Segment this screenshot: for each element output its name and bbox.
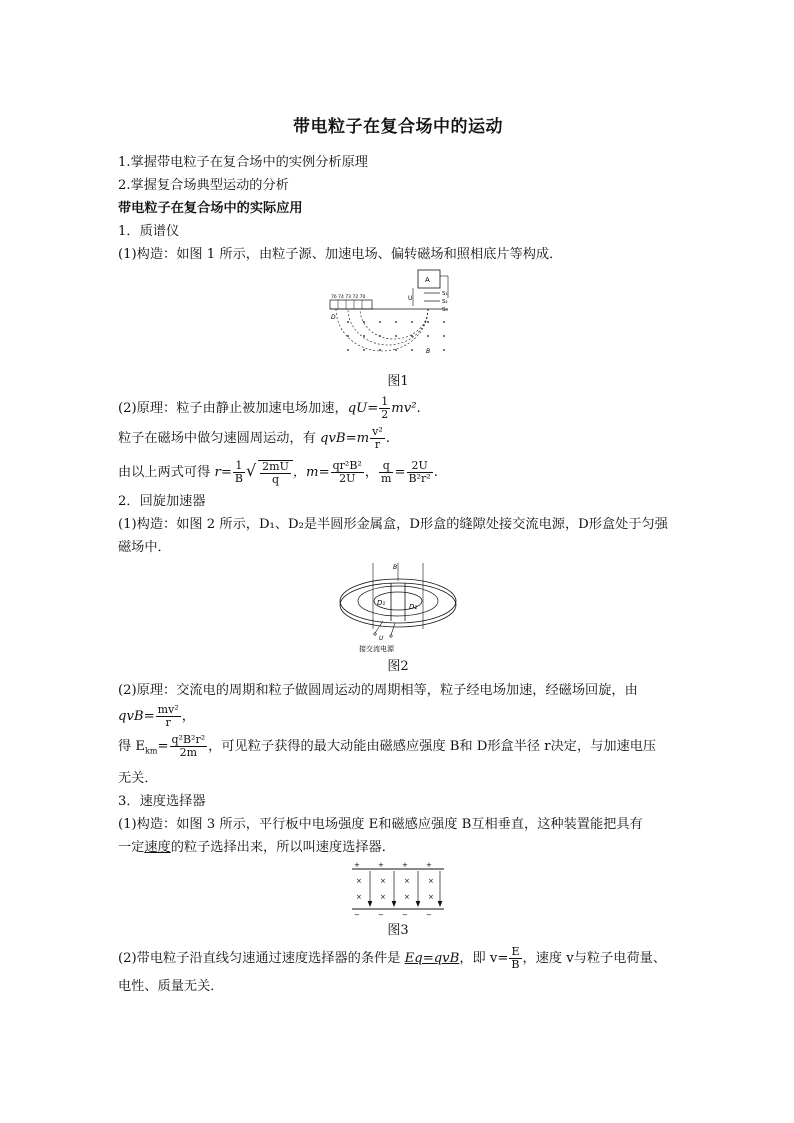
s3-cond-den: B <box>511 957 520 971</box>
s3-cond-pre: (2)带电粒子沿直线匀速通过速度选择器的条件是 <box>118 950 405 966</box>
s1-line3: 由以上两式可得 r= $\frac{1}{B}$ √ $\frac{2mU}{q}$ ，m= $\frac{\text{qr²B²}}{2U}$ ， $\frac{q}{m}$ = $\frac{2U}{\text{B²r²}}$ . <box>118 459 438 486</box>
s3-cond-mid: ，即 v= <box>459 950 509 966</box>
s1-construct: (1)构造：如图 1 所示，由粒子源、加速电场、偏转磁场和照相底片等构成． <box>118 247 563 262</box>
s1-eq3-den: B <box>234 472 243 485</box>
s2-eq2-end: 无关． <box>118 770 158 786</box>
s1-eq1-num: 1 <box>381 395 389 408</box>
s2-eq2-tail: ，可见粒子获得的最大动能由磁感应强度 B和 D形盒半径 r决定，与加速电压 <box>208 739 657 754</box>
s1-eq2-tail: . <box>385 431 390 446</box>
fig3-cross-marks <box>356 877 434 901</box>
s1-eq3-qr-num: 2U <box>407 460 433 473</box>
s2-eq2-den: 2m <box>179 746 198 759</box>
fig1-label-s1: S₁ <box>442 291 448 297</box>
s2-eq1-den: r <box>165 716 171 729</box>
fig3-cross: × <box>380 892 386 901</box>
s1-eq3-frac1 <box>233 460 245 485</box>
fig3-cross: × <box>356 892 362 901</box>
fig3-minus: − <box>378 910 384 917</box>
fig3-plus: + <box>378 860 384 869</box>
fig1-label-s2: S₂ <box>442 299 448 305</box>
fig3-plus-signs <box>354 861 432 869</box>
figure-1-svg <box>328 268 468 368</box>
s3-construct-b-underlined: 速度 <box>144 839 171 855</box>
s2-eq2-line <box>118 732 678 767</box>
document-page <box>118 112 678 998</box>
fig1-label-d: D <box>331 314 336 321</box>
fig2-label-b: B <box>393 564 398 571</box>
s3-condition <box>118 943 678 975</box>
s1-eq1-frac <box>379 396 390 421</box>
s2-eq1-line <box>118 702 678 732</box>
fig3-cross: × <box>404 876 410 885</box>
s1-eq3-q-den: m <box>381 472 392 485</box>
s1-eq3-end: . <box>433 465 438 480</box>
s1-eq3-m-den: 2U <box>339 472 356 485</box>
fig3-cross: × <box>428 876 434 885</box>
fig2-label-d2: D₂ <box>409 603 418 611</box>
fig3-cross: × <box>356 876 362 885</box>
fig2-label-d1: D₁ <box>377 599 386 607</box>
s1-eq1: qU= <box>347 401 379 416</box>
s2-eq2-frac <box>170 734 208 759</box>
s1-eq3-sep: ， <box>364 465 379 480</box>
s1-eq3-sqrt-den: q <box>272 472 280 486</box>
s1-eq2-den: r <box>374 438 381 451</box>
goal-1: 1.掌握带电粒子在复合场中的实例分析原理 <box>118 155 368 170</box>
fig3-plus: + <box>402 860 408 869</box>
fig3-minus: − <box>354 910 360 917</box>
fig1-label-s3: S₃ <box>442 307 448 313</box>
s1-heading: 1．质谱仪 <box>118 224 180 239</box>
s3-cond-num: E <box>509 946 521 959</box>
section-heading: 带电粒子在复合场中的实际应用 <box>118 201 303 216</box>
s3-cond-tail: ，速度 v与粒子电荷量、 <box>522 950 667 966</box>
s2-eq1: qvB= <box>118 709 155 724</box>
fig3-plus: + <box>354 860 360 869</box>
s3-cond-frac <box>509 946 521 971</box>
figure-3-velocity-selector <box>118 861 678 921</box>
goal-2: 2.掌握复合场典型运动的分析 <box>118 178 289 193</box>
s2-eq2-sub: km <box>145 746 158 756</box>
s2-eq2-eq: = <box>157 739 169 754</box>
s2-principle: (2)原理：交流电的周期和粒子做圆周运动的周期相等，粒子经电场加速，经磁场回旋，由 <box>118 683 638 698</box>
s1-eq3-frac4 <box>407 460 433 485</box>
fig3-minus-signs <box>354 911 432 917</box>
s1-eq1-tail: mv². <box>391 401 421 416</box>
s1-eq3-eq: = <box>394 465 406 480</box>
fig1-plate-label: 76 74 73 72 70 <box>331 295 366 300</box>
fig1-photo-plate <box>330 300 372 309</box>
page-title: 带电粒子在复合场中的运动 <box>293 117 503 137</box>
s1-line2 <box>118 424 678 454</box>
s1-eq3-sqrt <box>258 460 293 486</box>
figure-3-svg <box>348 861 448 917</box>
s1-principle-text: (2)原理：粒子由静止被加速电场加速， <box>118 401 348 416</box>
s2-construct: (1)构造：如图 2 所示，D₁、D₂是半圆形金属盒，D形盒的缝隙处接交流电源，D形盒处于匀强磁场中． <box>118 517 668 555</box>
s1-eq3-num: 1 <box>233 460 245 473</box>
fig1-label-a: A <box>425 276 430 284</box>
s2-eq2-prefix: 得 E <box>118 739 146 754</box>
s1-eq2: qvB=m <box>320 431 370 446</box>
s3-construct-b-pre: 一定 <box>118 839 145 855</box>
fig2-label-u: U <box>379 635 384 642</box>
s1-eq1-den: 2 <box>381 408 389 421</box>
fig3-cross: × <box>428 892 434 901</box>
s1-line3-text: 由以上两式可得 <box>118 465 215 480</box>
figure-3-caption: 图3 <box>387 922 409 938</box>
s1-eq3-m: ，m= <box>292 465 330 480</box>
s3-construct-b <box>118 836 678 859</box>
fig3-minus: − <box>402 910 408 917</box>
fig3-cross: × <box>404 892 410 901</box>
s2-eq2-num: q²B²r² <box>171 733 206 746</box>
figure-1-mass-spectrometer <box>118 268 678 372</box>
s3-cond-underlined: Eq=qvB <box>404 950 460 966</box>
s3-heading: 3．速度选择器 <box>118 793 206 809</box>
s2-heading: 2．回旋加速器 <box>118 494 206 509</box>
s1-eq3-qr-den: B²r² <box>408 472 431 485</box>
s1-eq3-m-num: qr²B² <box>332 459 362 472</box>
s2-eq1-num: mv² <box>157 703 179 716</box>
s3-cond-end: 电性、质量无关． <box>118 978 224 994</box>
s3-construct-a: (1)构造：如图 3 所示，平行板中电场强度 E和磁感应强度 B互相垂直，这种装置能把具有 <box>118 816 643 832</box>
s1-eq3-q-num: q <box>379 460 393 473</box>
figure-1-caption: 图1 <box>387 374 409 389</box>
s1-eq3-frac3 <box>379 460 393 485</box>
figure-2-caption: 图2 <box>387 659 409 674</box>
fig3-plus: + <box>426 860 432 869</box>
figure-2-svg <box>333 561 463 653</box>
fig3-minus: − <box>426 910 432 917</box>
fig2-power-label: 接交流电源 <box>359 645 394 653</box>
s1-principle <box>118 394 678 424</box>
s1-eq2-num: v² <box>372 425 383 438</box>
s2-eq1-tail: ， <box>181 709 195 724</box>
s3-construct-b-post: 的粒子选择出来，所以叫速度选择器． <box>170 839 395 855</box>
s1-eq2-frac <box>370 426 385 451</box>
s1-eq3-r: r= <box>214 465 232 480</box>
s1-eq3-frac2 <box>331 460 364 485</box>
fig1-label-b: B <box>426 348 431 355</box>
figure-2-cyclotron <box>118 561 678 657</box>
fig3-cross: × <box>380 876 386 885</box>
s1-eq3-sqrt-num: 2mU <box>262 459 289 473</box>
fig1-label-u: U <box>408 295 413 302</box>
s1-line2-text: 粒子在磁场中做匀速圆周运动，有 <box>118 431 321 446</box>
s2-eq1-frac <box>156 704 181 729</box>
